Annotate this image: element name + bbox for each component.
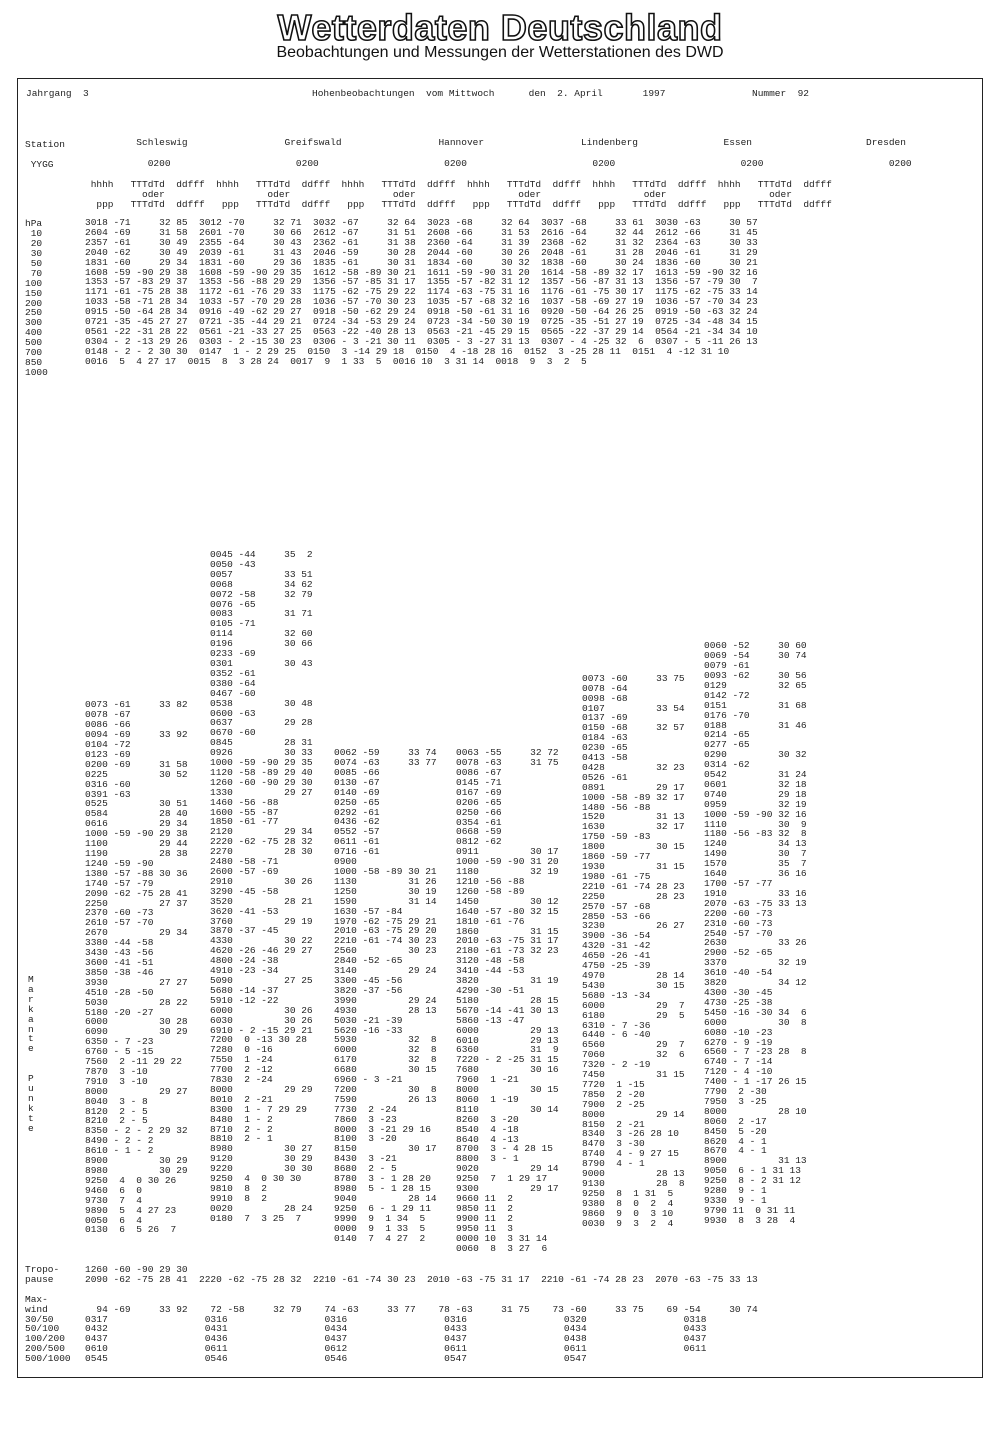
significant-levels-essen: 0073 -60 33 75 0078 -64 0098 -68 0107 33 54 0137 -69 0150 -68 32 57 0184 -63 0230 -65 0413 -58 0428 32 23 0526 -61 0891 29 17 1000 -58 -89 32 17 1480 -56 -88 1520 31 13 1630 32 17 1750 -59 -83 1800 30 15 1860 -59 -77 1930 31 15 1980 -61 -75 2210 -61 -74 28 23 2250 28 23 2570 -57 -68 2850 -53 -66 3230 26 27 3900 -36 -54 4320 -31 -42 4650 -26 -41 4750 -25 -39 4970 28 14 5430 30 15 5680 -13 -34 6000 29 7 6180 29 5 6310 - 7 -36 6440 - 6 -40 6560 29 7 7060 32 6 7320 - 2 -19 7450 31 15 7720 1 -15 7850 2 -20 7900 2 -25 8000 29 14 8150 2 -21 8340 3 -26 28 10 8470 3 -30 8740 4 - 9 27 15 8790 4 - 1 9000 28 13 9130 28 8 9250 8 1 31 5 9380 8 0 2 4 9860 9 0 3 10 0030 9 3 2 4 [582,672,685,1229]
issue-number: Nummer 92 [752,88,810,99]
observation-date: Hohenbeobachtungen vom Mittwoch den 2. April 1997 [312,88,666,99]
markante-punkte-label: M a r k a n t e P u n k t e [28,974,34,1134]
significant-levels-lindenberg: 0063 -55 32 72 0078 -63 31 75 0086 -67 0145 -71 0167 -69 0206 -65 0250 -66 0354 -61 0668 -59 0812 -62 0911 30 17 1000 -59 -90 31 20 1180 32 19 1210 -56 -88 1260 -58 -89 1450 30 12 1640 -57 -80 32 15 1810 -61 -76 1860 31 15 2010 -63 -75 31 17 2180 -61 -73 32 23 3120 -48 -58 3410 -44 -53 3820 31 19 4290 -30 -51 5180 28 15 5670 -14 -41 30 13 5860 -13 -47 6000 29 13 6010 29 13 6360 31 9 7220 - 2 -25 31 15 7680 30 16 7960 1 -21 8000 30 15 8060 1 -19 8110 30 14 8260 3 -20 8540 4 -18 8640 4 -13 8700 3 - 4 28 15 8800 3 - 1 9020 29 14 9250 7 1 29 17 9300 29 17 9660 11 2 9850 11 2 9900 11 2 9950 11 3 0000 10 3 31 14 0060 8 3 27 6 [456,747,559,1254]
significant-levels-dresden: 0060 -52 30 60 0069 -54 30 74 0079 -61 0093 -62 30 56 0129 32 65 0142 -72 0151 31 68 0176 -70 0188 31 46 0214 -65 0277 -65 0290 30 32 0314 -62 0542 31 24 0601 32 18 0740 29 18 0959 32 19 1000 -59 -90 32 16 1110 30 9 1180 -56 -83 32 8 1240 34 13 1490 30 7 1570 35 7 1640 36 16 1700 -57 -77 1910 33 16 2070 -63 -75 33 13 2200 -60 -73 2310 -60 -73 2540 -57 -70 2630 33 26 2900 -52 -65 3370 32 19 3610 -40 -54 3820 34 12 4300 -30 -45 4730 -25 -38 5450 -16 -30 34 6 6000 30 8 6080 -10 -23 6270 - 9 -19 6560 - 7 -23 28 8 6740 - 7 -14 7120 - 4 -10 7400 - 1 -17 26 15 7790 2 -30 7950 3 -25 8000 28 10 8060 2 -17 8450 5 -20 8620 4 - 1 8670 4 - 1 8900 31 13 9050 6 - 1 31 13 9250 8 - 2 31 12 9280 9 - 1 9330 9 - 1 9790 11 0 31 11 9930 8 3 28 4 [704,640,807,1226]
bottom-row-labels: Tropo- pause Max- wind 30/50 50/100 100/200 200/500 500/1000 [25,1264,71,1365]
significant-levels-greifswald: 0045 -44 35 2 0050 -43 0057 33 51 0068 34 62 0072 -58 32 79 0076 -65 0083 31 71 0105 -71 0114 32 60 0196 30 66 0233 -69 0301 30 43 0352 -61 0380 -64 0467 -60 0538 30 48 0600 -63 0637 29 28 0670 -60 0845 28 31 0926 30 33 1000 -59 -90 29 35 1120 -58 -89 29 40 1260 -60 -90 29 30 1330 29 27 1460 -56 -88 1600 -55 -87 1850 -61 -77 2120 29 34 2220 -62 -75 28 32 2270 28 30 2480 -58 -71 2600 -57 -69 2910 30 26 3290 -45 -58 3520 28 21 3620 -41 -53 3760 29 19 3870 -37 -45 4330 30 22 4620 -26 -46 29 27 4800 -24 -38 4910 -23 -34 5090 27 25 5680 -14 -37 5910 -12 -22 6000 30 26 6030 30 26 6910 - 2 -15 29 21 7200 0 -13 30 28 7280 0 -16 7550 1 -24 7700 2 -12 7830 2 -24 8000 29 29 8010 2 -21 8300 1 - 7 29 29 8480 1 - 2 8710 2 - 2 8810 2 - 1 8980 30 27 9120 30 29 9220 30 30 9250 4 0 30 30 9810 8 2 9910 8 2 0020 28 24 0180 7 3 25 7 [210,549,313,1224]
significant-levels-hannover: 0062 -59 33 74 0074 -63 33 77 0085 -66 0130 -67 0140 -69 0250 -65 0292 -61 0436 -62 0552 -57 0611 -61 0716 -61 0900 1000 -58 -89 30 21 1130 31 26 1250 30 19 1590 31 14 1630 -57 -84 1970 -62 -75 29 21 2010 -63 -75 29 20 2210 -61 -74 30 23 2560 30 23 2840 -52 -65 3140 29 24 3300 -45 -56 3820 -37 -56 3990 29 24 4930 28 13 5030 -21 -39 5620 -16 -33 5930 32 8 6000 32 8 6170 32 8 6680 30 15 6960 - 3 -21 7200 30 8 7590 26 13 7730 2 -24 7860 3 -23 8000 3 -21 29 16 8100 3 -20 8150 30 17 8430 3 -21 8680 2 - 5 8780 3 - 1 28 20 8980 5 - 1 28 15 9040 28 14 9250 6 - 1 29 11 9990 9 1 34 5 0000 9 1 33 5 0140 7 4 27 2 [334,747,437,1244]
left-column-labels: Station YYGG hPa 10 20 30 50 70 100 150 200 250 300 400 500 700 850 1000 [25,139,65,378]
tropopause-maxwind-table: 1260 -60 -90 29 30 2090 -62 -75 28 41 2220 -62 -75 28 32 2210 -61 -74 30 23 2010 -63 -75 31 17 2210 -61 -74 28 23 2070 -63 -75 33 13 94 -69 33 92 72 -58 32 79 74 -63 33 77 78 -63 31 75 73 -60 33 75 69 -54 30 74 0317 0316 0316 0316 0320 0318 0432 0431 0434 0433 0434 0433 0437 0436 0437 0437 0438 0437 0610 0611 0612 0611 0611 0611 0545 0546 0546 0547 0547 [85,1264,758,1365]
station-header-table: Schleswig Greifswald Hannover Lindenberg Essen Dresden 0200 0200 0200 0200 0200 0200 hhhh TTTdTd ddfff hhhh TTTdTd ddfff hhhh TTTdTd ddfff hhhh TTTdTd ddfff hhhh TTTdTd ddfff hhhh TTTdTd ddfff oder oder oder oder oder oder ppp TTTdTd ddfff ppp TTTdTd ddfff ppp TTTdTd ddfff ppp TTTdTd ddfff ppp TTTdTd ddfff ppp TTTdTd ddfff [90,137,912,211]
page-subtitle: Beobachtungen und Messungen der Wetterstationen des DWD [276,44,724,61]
page-title: Wetterdaten Deutschland [277,7,723,48]
significant-levels-schleswig: 0073 -61 33 82 0078 -67 0086 -66 0094 -69 33 92 0104 -72 0123 -69 0200 -69 31 58 0225 30 52 0316 -60 0391 -63 0525 30 51 0584 28 40 0616 29 34 1000 -59 -90 29 38 1100 29 44 1190 28 38 1240 -59 -90 1380 -57 -88 30 36 1740 -57 -79 2090 -62 -75 28 41 2250 27 37 2370 -60 -73 2610 -57 -70 2670 29 34 3380 -44 -58 3430 -43 -56 3600 -41 -51 3850 -38 -46 3930 27 27 4510 -28 -50 5030 28 22 5180 -20 -27 6000 30 28 6090 30 29 6350 - 7 -23 6760 - 5 -15 7560 2 -11 29 22 7870 3 -10 7910 3 -10 8000 29 27 8040 3 - 8 8120 2 - 5 8210 2 - 5 8350 - 2 - 2 29 32 8490 - 2 - 2 8610 - 1 - 2 8900 30 29 8980 30 29 9250 4 0 30 26 9460 6 0 9730 7 4 9890 5 4 27 23 0050 6 4 0130 6 5 26 7 [85,699,188,1236]
jahrgang-label: Jahrgang 3 [26,88,89,99]
standard-levels-table: 3018 -71 32 85 3012 -70 32 71 3032 -67 32 64 3023 -68 32 64 3037 -68 33 61 3030 -63 30 57 2604 -69 31 58 2601 -70 30 66 2612 -67 31 51 2608 -66 31 53 2616 -64 32 44 2612 -66 31 45 2357 -61 30 49 2355 -64 30 43 2362 -61 31 38 2360 -64 31 39 2368 -62 31 32 2364 -63 30 33 2040 -62 30 49 2039 -61 31 43 2046 -59 30 28 2044 -60 30 26 2048 -61 31 28 2046 -61 31 29 1831 -60 29 34 1831 -60 29 36 1835 -61 30 31 1834 -60 30 32 1838 -60 30 24 1836 -60 30 21 1608 -59 -90 29 38 1608 -59 -90 29 35 1612 -58 -89 30 21 1611 -59 -90 31 20 1614 -58 -89 32 17 1613 -59 -90 32 16 1353 -57 -83 29 37 1353 -56 -88 29 29 1356 -57 -85 31 17 1355 -57 -82 31 12 1357 -56 -87 31 13 1356 -57 -79 30 7 1171 -61 -75 28 38 1172 -61 -76 29 33 1175 -62 -75 29 22 1174 -63 -75 31 16 1176 -61 -75 30 17 1175 -62 -75 33 14 1033 -58 -71 28 34 1033 -57 -70 29 28 1036 -57 -70 30 23 1035 -57 -68 32 16 1037 -58 -69 27 19 1036 -57 -70 34 23 0915 -50 -64 28 34 0916 -49 -62 29 27 0918 -50 -62 29 24 0918 -50 -61 31 16 0920 -50 -64 26 25 0919 -50 -63 32 24 0721 -35 -45 27 27 0721 -35 -44 29 21 0724 -34 -53 29 24 0723 -34 -50 30 19 0725 -35 -51 27 19 0725 -34 -48 34 15 0561 -22 -31 28 22 0561 -21 -33 27 25 0563 -22 -40 28 13 0563 -21 -45 29 15 0565 -22 -37 29 14 0564 -21 -34 34 10 0304 - 2 -13 29 26 0303 - 2 -15 30 23 0306 - 3 -21 30 11 0305 - 3 -27 31 13 0307 - 4 -25 32 6 0307 - 5 -11 26 13 0148 - 2 - 2 30 30 0147 1 - 2 29 25 0150 3 -14 29 18 0150 4 -18 28 16 0152 3 -25 28 11 0151 4 -12 31 10 0016 5 4 27 17 0015 8 3 28 24 0017 9 1 33 5 0016 10 3 31 14 0018 9 3 2 5 [85,217,758,367]
